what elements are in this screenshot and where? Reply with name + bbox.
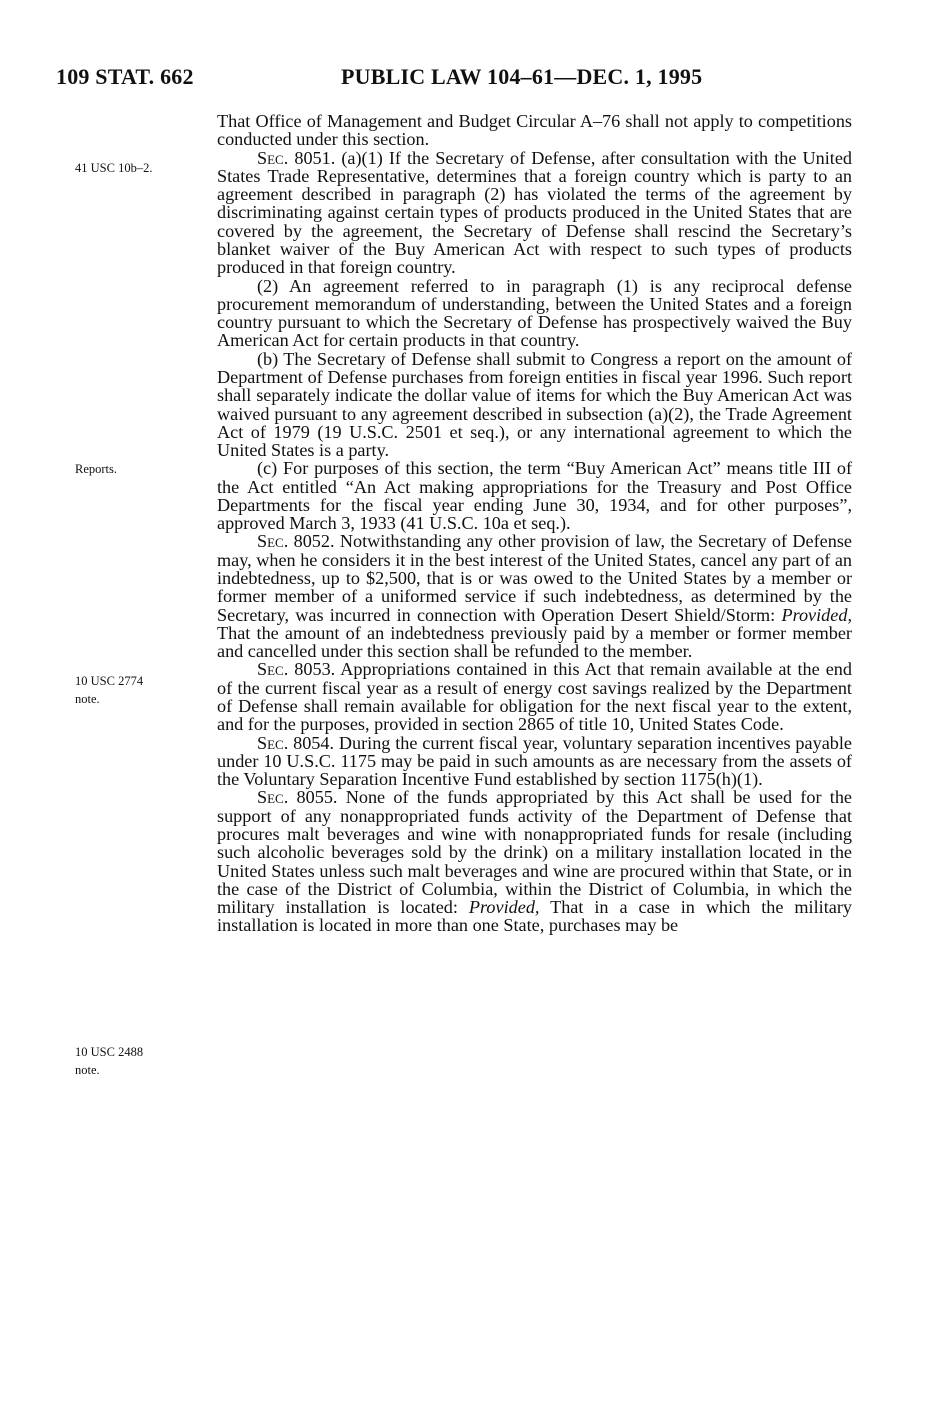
paragraph-sec-8051-a2: (2) An agreement referred to in paragraph (1) is any reciprocal defense procurement memorandum of understanding, between the United States and a foreign country pursuant to which the Secretary of Defense has prospectively waived the Buy American Act for certain products in that country. (217, 275, 852, 351)
margin-note-reports: Reports. (75, 462, 118, 476)
section-text: During the current fiscal year, voluntary separation incentives payable under 10 U.S.C. 1175 may be paid in such amounts as are necessary from the assets of the Voluntary Separation Incentive Fund established by section 1175(h)(1). (217, 732, 852, 790)
paragraph-sec-8051-c: (c) For purposes of this section, the term “Buy American Act” means title III of the Act entitled “An Act making appropriations for the Treasury and Post Office Departments for the fiscal year ending June 30, 1934, and for other purposes”, approved March 3, 1933 (41 U.S.C. 10a et seq.). (217, 458, 852, 534)
section-text: (a)(1) If the Secretary of Defense, after consultation with the United States Trade Representative, determines that a foreign country which is party to an agreement described in paragraph (2) has violated the terms of the agreement by discriminating against certain types of products produced in the United States that are covered by the agreement, the Secretary of Defense shall rescind the Secretary’s blanket waiver of the Buy American Act with respect to such types of products produced in that foreign country. (217, 147, 853, 278)
margin-note-line: note. (75, 692, 100, 706)
provided-clause: Provided, (468, 897, 540, 918)
margin-note-10-usc-2488 (75, 1043, 143, 1079)
paragraph-sec-8054 (217, 734, 852, 789)
section-label: Sec. 8052. (257, 531, 335, 552)
section-label: Sec. 8051. (257, 147, 336, 168)
margin-note-line: 10 USC 2488 (75, 1045, 144, 1059)
section-text: That in a case in which the military installation is located in more than one State, purchases may be (217, 897, 852, 936)
section-label: Sec. 8055. (257, 787, 338, 808)
paragraph-sec-8051-a1 (217, 149, 852, 277)
provided-clause: Provided, (781, 604, 852, 625)
statute-page-reference: 109 STAT. 662 (56, 64, 194, 89)
margin-note-10-usc-2774 (75, 672, 143, 708)
paragraph-sec-8053 (217, 660, 852, 733)
section-text: Notwithstanding any other provision of law, the Secretary of Defense may, when he considers it in the best interest of the United States, cancel any part of an indebtedness, up to $2,500, that is or was owed to the United States by a member or former member of a uniformed service if such indebtedness, as determined by the Secretary, was incurred in connection with Operation Desert Shield/Storm: (217, 531, 852, 625)
page-header (0, 64, 947, 94)
paragraph-omb-circular: That Office of Management and Budget Circular A–76 shall not apply to competitions conducted under this section. (217, 111, 852, 150)
margin-note-41-usc: 41 USC 10b–2. (75, 161, 153, 175)
section-label: Sec. 8054. (257, 732, 335, 753)
paragraph-sec-8051-b: (b) The Secretary of Defense shall submit to Congress a report on the amount of Department of Defense purchases from foreign entities in fiscal year 1996. Such report shall separately indicate the dollar value of items for which the Buy American Act was waived pursuant to any agreement described in subsection (a)(2), the Trade Agreement Act of 1979 (19 U.S.C. 2501 et seq.), or any international agreement to which the United States is a party. (217, 348, 852, 461)
section-text: Appropriations contained in this Act that remain available at the end of the current fiscal year as a result of energy cost savings realized by the Department of Defense shall remain available for obligation for the next fiscal year to the extent, and for the purposes, provided in section 2865 of title 10, United States Code. (217, 659, 852, 735)
margin-note-line: 10 USC 2774 (75, 674, 144, 688)
document-body (217, 112, 852, 935)
margin-note-line: note. (75, 1063, 100, 1077)
paragraph-sec-8052 (217, 532, 852, 660)
section-text: None of the funds appropriated by this Act shall be used for the support of any nonappropriated funds activity of the Department of Defense that procures malt beverages and wine with nonappropriated funds for resale (including such alcoholic beverages sold by the drink) on a military installation located in the United States unless such malt beverages and wine are procured within that State, or in the case of the District of Columbia, within the District of Columbia, in which the military installation is located: (217, 787, 852, 918)
section-text: That the amount of an indebtedness previously paid by a member or former member and cancelled under this section shall be refunded to the member. (217, 622, 852, 662)
public-law-title: PUBLIC LAW 104–61—DEC. 1, 1995 (341, 64, 703, 89)
section-label: Sec. 8053. (257, 659, 336, 680)
paragraph-sec-8055 (217, 788, 852, 934)
